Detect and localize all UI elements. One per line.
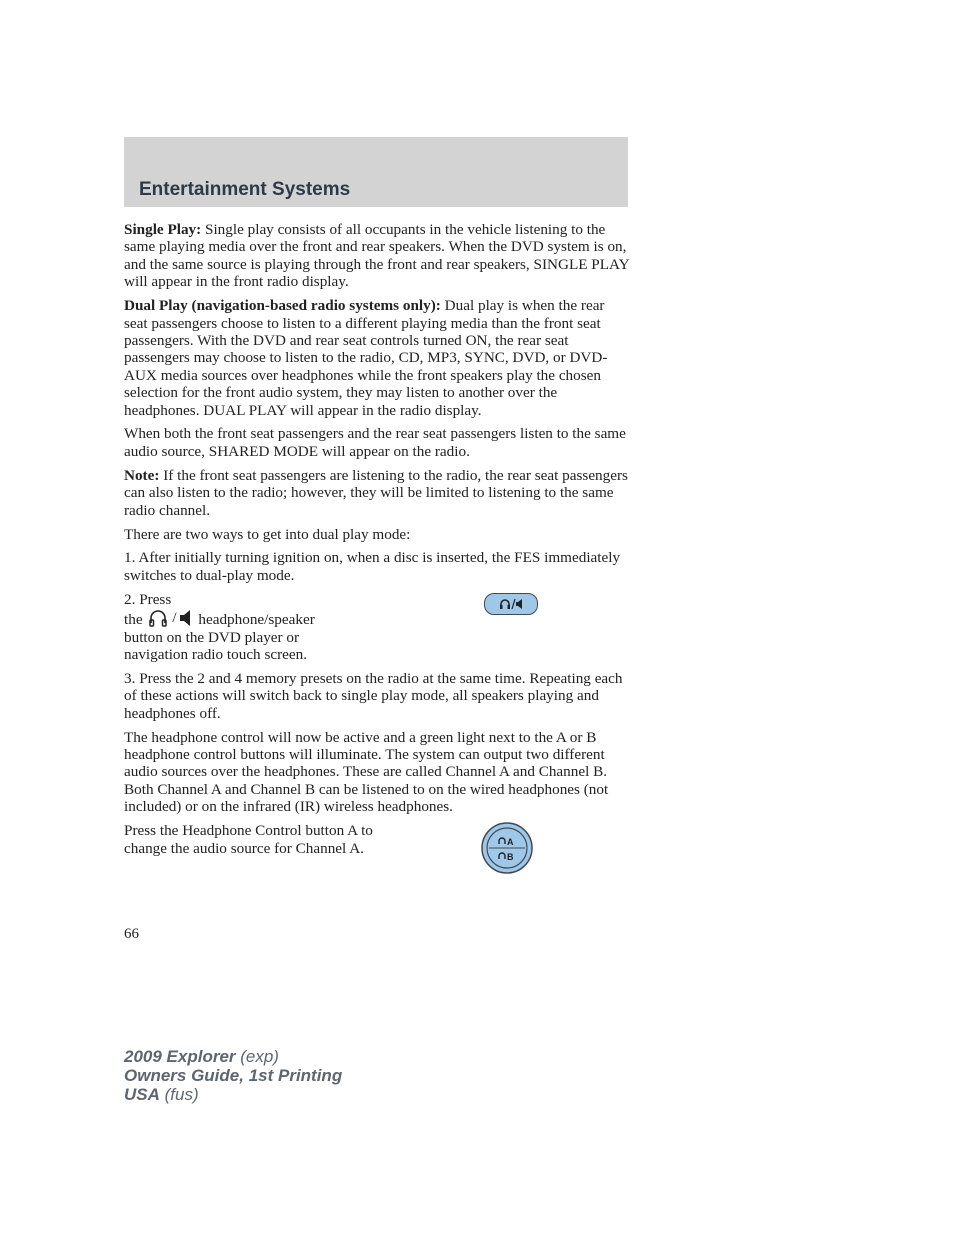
headphone-control-button-figure (481, 822, 533, 874)
paragraph-button-a: Press the Headphone Control button A to change the audio source for Channel A. (124, 822, 373, 857)
footer (124, 1047, 342, 1104)
speaker-icon (179, 609, 193, 627)
headphone-control-row (124, 822, 629, 863)
body-text (124, 221, 629, 863)
paragraph-dual-play: Dual Play (navigation-based radio systems only): Dual play is when the rear seat passengers choose to listen to a different playing media than the front seat passengers. With the DVD and rear seat controls turned ON, the rear seat passengers may choose to listen to the radio, CD, MP3, SYNC, DVD, or DVD-AUX media sources over headphones while the front speakers play the chosen selection for the front audio system, they may listen to another over the headphones. DUAL PLAY will appear in the radio display. (124, 297, 608, 419)
footer-line-3: USA (fus) (124, 1085, 199, 1104)
footer-line-2: Owners Guide, 1st Printing (124, 1066, 343, 1085)
paragraph-step-1: 1. After initially turning ignition on, when a disc is inserted, the FES immediately switches to dual-play mode. (124, 549, 621, 584)
paragraph-step-3: 3. Press the 2 and 4 memory presets on the radio at the same time. Repeating each of these actions will switch back to single play mode, all speakers playing and headphones off. (124, 669, 623, 722)
headphone-speaker-icons: / (148, 608, 192, 628)
section-header-band (124, 137, 628, 207)
step-2-row (124, 591, 629, 664)
button-a-label: A (507, 837, 514, 848)
headphone-speaker-button-figure (484, 593, 538, 615)
headphone-icon (148, 608, 168, 628)
button-b-label: B (507, 852, 514, 863)
headphone-ab-button-icon (481, 822, 533, 874)
paragraph-note: Note: If the front seat passengers are listening to the radio, the rear seat passengers can also listen to the radio; however, they will be limited to listening to the same radio channel. (124, 466, 628, 519)
footer-line-1: 2009 Explorer (exp) (124, 1047, 279, 1066)
page-number: 66 (124, 926, 139, 942)
paragraph-step-2: 2. Press the / headphone/speaker button on the DVD player or navigation radio touch screen. (124, 590, 315, 663)
paragraph-single-play: Single Play: Single play consists of all occupants in the vehicle listening to the same playing media over the front and rear speakers. When the DVD system is on, and the same source is playing through the front and rear speakers, SINGLE PLAY will appear in the front radio display. (124, 221, 629, 291)
note-label: Note: (124, 466, 160, 484)
paragraph-headphone-control: The headphone control will now be active and a green light next to the A or B headphone control buttons will illuminate. The system can output two different audio sources over the headphones. These are called Channel A and Channel B. Both Channel A and Channel B can be listened to on the wired headphones (not included) or on the infrared (IR) wireless headphones. (124, 728, 609, 816)
dual-play-label: Dual Play (navigation-based radio systems only): (124, 297, 441, 315)
paragraph-shared-mode: When both the front seat passengers and the rear seat passengers listen to the same audio source, SHARED MODE will appear on the radio. (124, 425, 626, 460)
paragraph-two-ways: There are two ways to get into dual play mode: (124, 525, 411, 543)
single-play-label: Single Play: (124, 221, 202, 238)
headphone-speaker-glyph-icon (498, 597, 524, 611)
section-title: Entertainment Systems (139, 179, 351, 200)
